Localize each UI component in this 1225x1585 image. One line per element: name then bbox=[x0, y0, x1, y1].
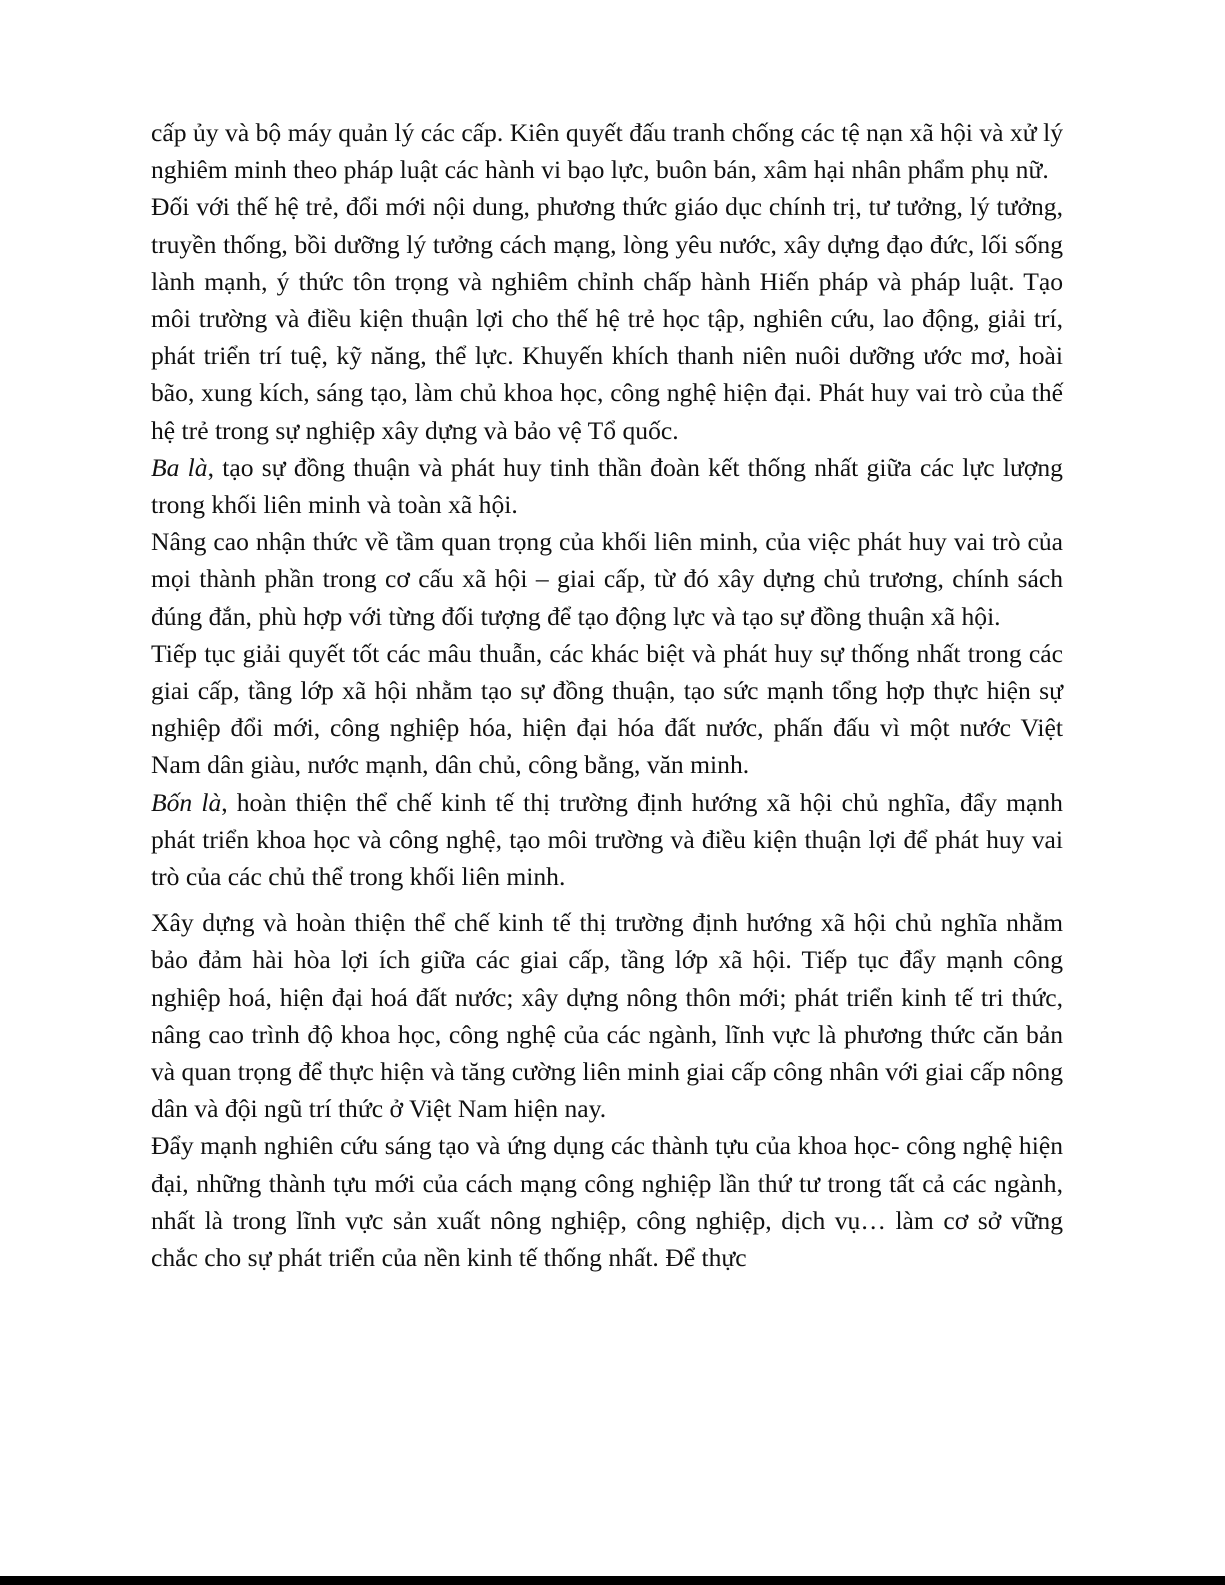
paragraph-intro-continuation: cấp ủy và bộ máy quản lý các cấp. Kiên quyết đấu tranh chống các tệ nạn xã hội và xử lý nghiêm minh theo pháp luật các hành vi bạo lực, buôn bán, xâm hại nhân phẩm phụ nữ. bbox=[151, 118, 1063, 185]
paragraph-point-four bbox=[151, 784, 1063, 896]
paragraph-point-three bbox=[151, 449, 1063, 523]
point-three-text: , tạo sự đồng thuận và phát huy tinh thần đoàn kết thống nhất giữa các lực lượng trong khối liên minh và toàn xã hội. bbox=[151, 452, 1063, 520]
document-page bbox=[151, 114, 1063, 1276]
paragraph-youth-generation: Đối với thế hệ trẻ, đổi mới nội dung, phương thức giáo dục chính trị, tư tưởng, lý tưởng, truyền thống, bồi dưỡng lý tưởng cách mạng, lòng yêu nước, xây dựng đạo đức, lối sống lành mạnh, ý thức tôn trọng và nghiêm chỉnh chấp hành Hiến pháp và pháp luật. Tạo môi trường và điều kiện thuận lợi cho thế hệ trẻ học tập, nghiên cứu, lao động, giải trí, phát triển trí tuệ, kỹ năng, thể lực. Khuyến khích thanh niên nuôi dưỡng ước mơ, hoài bão, xung kích, sáng tạo, làm chủ khoa học, công nghệ hiện đại. Phát huy vai trò của thế hệ trẻ trong sự nghiệp xây dựng và bảo vệ Tổ quốc. bbox=[151, 192, 1063, 445]
point-four-text: , hoàn thiện thể chế kinh tế thị trường định hướng xã hội chủ nghĩa, đẩy mạnh phát triển khoa học và công nghệ, tạo môi trường và điều kiện thuận lợi để phát huy vai trò của các chủ thể trong khối liên minh. bbox=[151, 787, 1063, 892]
paragraph-awareness: Nâng cao nhận thức về tầm quan trọng của khối liên minh, của việc phát huy vai trò của mọi thành phần trong cơ cấu xã hội – giai cấp, từ đó xây dựng chủ trương, chính sách đúng đắn, phù hợp với từng đối tượng để tạo động lực và tạo sự đồng thuận xã hội. bbox=[151, 527, 1063, 631]
paragraph-market-economy: Xây dựng và hoàn thiện thể chế kinh tế thị trường định hướng xã hội chủ nghĩa nhằm bảo đảm hài hòa lợi ích giữa các giai cấp, tầng lớp xã hội. Tiếp tục đẩy mạnh công nghiệp hoá, hiện đại hoá đất nước; xây dựng nông thôn mới; phát triển kinh tế tri thức, nâng cao trình độ khoa học, công nghệ của các ngành, lĩnh vực là phương thức căn bản và quan trọng để thực hiện và tăng cường liên minh giai cấp công nhân với giai cấp nông dân và đội ngũ trí thức ở Việt Nam hiện nay. bbox=[151, 908, 1063, 1124]
page-bottom-border bbox=[0, 1576, 1225, 1585]
point-four-lead: Bốn là bbox=[151, 787, 222, 817]
paragraph-research-innovation: Đẩy mạnh nghiên cứu sáng tạo và ứng dụng các thành tựu của khoa học- công nghệ hiện đại, những thành tựu mới của cách mạng công nghiệp lần thứ tư trong tất cả các ngành, nhất là trong lĩnh vực sản xuất nông nghiệp, công nghiệp, dịch vụ… làm cơ sở vững chắc cho sự phát triển của nền kinh tế thống nhất. Để thực bbox=[151, 1131, 1063, 1273]
point-three-lead: Ba là bbox=[151, 452, 208, 482]
paragraph-resolve-conflicts: Tiếp tục giải quyết tốt các mâu thuẫn, các khác biệt và phát huy sự thống nhất trong các giai cấp, tầng lớp xã hội nhằm tạo sự đồng thuận, tạo sức mạnh tổng hợp thực hiện sự nghiệp đổi mới, công nghiệp hóa, hiện đại hóa đất nước, phấn đấu vì một nước Việt Nam dân giàu, nước mạnh, dân chủ, công bằng, văn minh. bbox=[151, 638, 1063, 780]
